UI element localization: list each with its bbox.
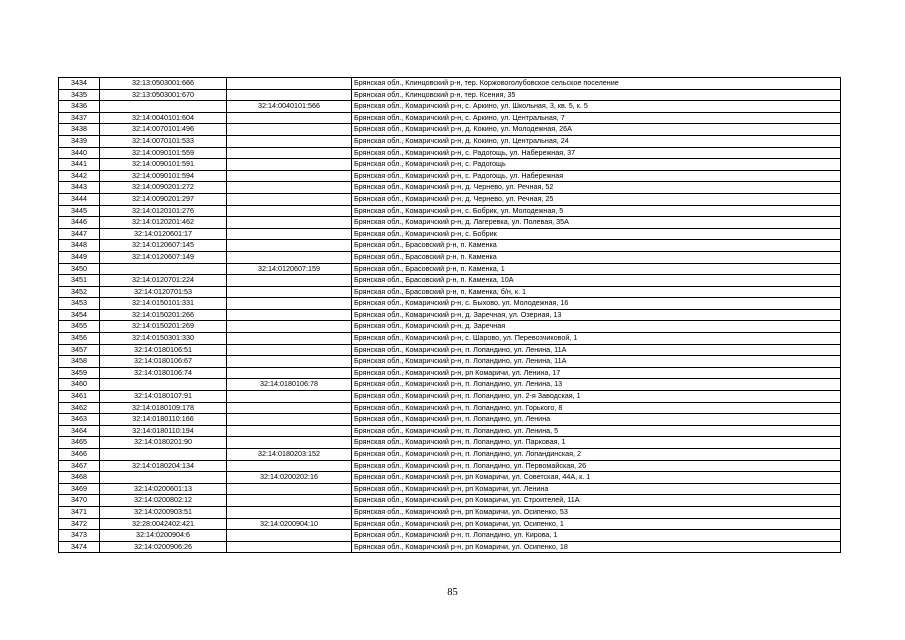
table-row <box>59 124 841 136</box>
previous-cadastral-number-cell <box>227 333 352 345</box>
table-row <box>59 263 841 275</box>
address-cell: Брянская обл., Комаричский р-н, с. Бобрик, ул. Молодежная, 5 <box>352 205 841 217</box>
cadastral-number-cell: 32:14:0120601:17 <box>100 228 227 240</box>
row-number-cell: 3434 <box>59 78 100 90</box>
address-cell: Брянская обл., Комаричский р-н, рп Комаричи, ул. Осипенко, 1 <box>352 518 841 530</box>
row-number-cell: 3470 <box>59 495 100 507</box>
previous-cadastral-number-cell <box>227 437 352 449</box>
row-number-cell: 3447 <box>59 228 100 240</box>
address-cell: Брянская обл., Комаричский р-н, п. Лопандино, ул. 2-я Заводская, 1 <box>352 391 841 403</box>
previous-cadastral-number-cell <box>227 182 352 194</box>
previous-cadastral-number-cell: 32:14:0120607:159 <box>227 263 352 275</box>
previous-cadastral-number-cell <box>227 251 352 263</box>
address-cell: Брянская обл., Комаричский р-н, рп Комаричи, ул. Ленина <box>352 483 841 495</box>
previous-cadastral-number-cell <box>227 541 352 553</box>
table-row <box>59 333 841 345</box>
row-number-cell: 3468 <box>59 472 100 484</box>
row-number-cell: 3450 <box>59 263 100 275</box>
cadastral-number-cell: 32:14:0180107:91 <box>100 391 227 403</box>
table-row <box>59 530 841 542</box>
table-row <box>59 228 841 240</box>
cadastral-number-cell: 32:14:0120607:145 <box>100 240 227 252</box>
previous-cadastral-number-cell <box>227 78 352 90</box>
cadastral-number-cell <box>100 472 227 484</box>
previous-cadastral-number-cell <box>227 240 352 252</box>
cadastral-number-cell <box>100 263 227 275</box>
cadastral-number-cell: 32:14:0070101:496 <box>100 124 227 136</box>
previous-cadastral-number-cell <box>227 135 352 147</box>
previous-cadastral-number-cell: 32:14:0040101:566 <box>227 101 352 113</box>
address-cell: Брянская обл., Комаричский р-н, с. Быхово, ул. Молодежная, 16 <box>352 298 841 310</box>
table-row <box>59 367 841 379</box>
previous-cadastral-number-cell <box>227 414 352 426</box>
table-row <box>59 147 841 159</box>
row-number-cell: 3443 <box>59 182 100 194</box>
cadastral-number-cell: 32:14:0180110:194 <box>100 425 227 437</box>
previous-cadastral-number-cell <box>227 170 352 182</box>
cadastral-number-cell: 32:14:0090201:297 <box>100 193 227 205</box>
previous-cadastral-number-cell <box>227 298 352 310</box>
table-row <box>59 182 841 194</box>
cadastral-number-cell: 32:14:0200802:12 <box>100 495 227 507</box>
previous-cadastral-number-cell <box>227 159 352 171</box>
address-cell: Брянская обл., Комаричский р-н, п. Лопандино, ул. Первомайская, 26 <box>352 460 841 472</box>
cadastral-number-cell: 32:14:0200903:51 <box>100 506 227 518</box>
row-number-cell: 3465 <box>59 437 100 449</box>
cadastral-number-cell: 32:14:0090101:591 <box>100 159 227 171</box>
row-number-cell: 3460 <box>59 379 100 391</box>
cadastral-number-cell: 32:14:0180201:90 <box>100 437 227 449</box>
previous-cadastral-number-cell <box>227 391 352 403</box>
row-number-cell: 3444 <box>59 193 100 205</box>
row-number-cell: 3454 <box>59 309 100 321</box>
table-row <box>59 414 841 426</box>
cadastral-number-cell: 32:14:0150101:331 <box>100 298 227 310</box>
table-row <box>59 251 841 263</box>
row-number-cell: 3469 <box>59 483 100 495</box>
table-row <box>59 298 841 310</box>
cadastral-number-cell: 32:13:0503001:670 <box>100 89 227 101</box>
cadastral-number-cell: 32:14:0070101:533 <box>100 135 227 147</box>
cadastral-number-cell <box>100 379 227 391</box>
row-number-cell: 3461 <box>59 391 100 403</box>
row-number-cell: 3451 <box>59 275 100 287</box>
address-cell: Брянская обл., Комаричский р-н, п. Лопандино, ул. Горького, 8 <box>352 402 841 414</box>
previous-cadastral-number-cell <box>227 217 352 229</box>
row-number-cell: 3441 <box>59 159 100 171</box>
table-row <box>59 89 841 101</box>
previous-cadastral-number-cell <box>227 228 352 240</box>
address-cell: Брянская обл., Брасовский р-н, п. Каменка <box>352 251 841 263</box>
address-cell: Брянская обл., Комаричский р-н, д. Кокино, ул. Центральная, 24 <box>352 135 841 147</box>
table-row <box>59 170 841 182</box>
row-number-cell: 3455 <box>59 321 100 333</box>
address-cell: Брянская обл., Комаричский р-н, с. Радогощь, ул. Набережная, 37 <box>352 147 841 159</box>
previous-cadastral-number-cell <box>227 89 352 101</box>
row-number-cell: 3474 <box>59 541 100 553</box>
row-number-cell: 3448 <box>59 240 100 252</box>
cadastral-number-cell: 32:14:0150201:266 <box>100 309 227 321</box>
row-number-cell: 3453 <box>59 298 100 310</box>
table-row <box>59 495 841 507</box>
table-row <box>59 460 841 472</box>
address-cell: Брянская обл., Комаричский р-н, рп Комаричи, ул. Ленина, 17 <box>352 367 841 379</box>
address-cell: Брянская обл., Комаричский р-н, рп Комаричи, ул. Строителей, 11А <box>352 495 841 507</box>
address-cell: Брянская обл., Клинцовский р-н, тер. Коржовоголубовское сельское поселение <box>352 78 841 90</box>
cadastral-number-cell <box>100 449 227 461</box>
row-number-cell: 3456 <box>59 333 100 345</box>
address-cell: Брянская обл., Комаричский р-н, п. Лопандино, ул. Кирова, 1 <box>352 530 841 542</box>
row-number-cell: 3449 <box>59 251 100 263</box>
address-cell: Брянская обл., Комаричский р-н, д. Лагеревка, ул. Полевая, 35А <box>352 217 841 229</box>
row-number-cell: 3464 <box>59 425 100 437</box>
table-row <box>59 78 841 90</box>
row-number-cell: 3446 <box>59 217 100 229</box>
cadastral-number-cell: 32:14:0120201:462 <box>100 217 227 229</box>
row-number-cell: 3445 <box>59 205 100 217</box>
address-cell: Брянская обл., Комаричский р-н, п. Лопандино, ул. Ленина, 5 <box>352 425 841 437</box>
address-cell: Брянская обл., Комаричский р-н, рп Комаричи, ул. Осипенко, 18 <box>352 541 841 553</box>
address-cell: Брянская обл., Комаричский р-н, п. Лопандино, ул. Лопандинская, 2 <box>352 449 841 461</box>
address-cell: Брянская обл., Комаричский р-н, д. Чернево, ул. Речная, 52 <box>352 182 841 194</box>
table-row <box>59 101 841 113</box>
table-row <box>59 472 841 484</box>
registry-table-body <box>59 78 841 553</box>
table-row <box>59 344 841 356</box>
table-row <box>59 483 841 495</box>
cadastral-number-cell: 32:14:0120701:53 <box>100 286 227 298</box>
address-cell: Брянская обл., Комаричский р-н, д. Чернево, ул. Речная, 25 <box>352 193 841 205</box>
row-number-cell: 3467 <box>59 460 100 472</box>
table-row <box>59 379 841 391</box>
address-cell: Брянская обл., Комаричский р-н, с. Шарово, ул. Перевозчиковой, 1 <box>352 333 841 345</box>
address-cell: Брянская обл., Брасовский р-н, п. Каменка <box>352 240 841 252</box>
previous-cadastral-number-cell <box>227 495 352 507</box>
address-cell: Брянская обл., Брасовский р-н, п. Каменка, б/н, к. 1 <box>352 286 841 298</box>
cadastral-number-cell <box>100 101 227 113</box>
table-row <box>59 449 841 461</box>
row-number-cell: 3437 <box>59 112 100 124</box>
row-number-cell: 3435 <box>59 89 100 101</box>
previous-cadastral-number-cell <box>227 367 352 379</box>
row-number-cell: 3473 <box>59 530 100 542</box>
table-row <box>59 309 841 321</box>
address-cell: Брянская обл., Комаричский р-н, с. Бобрик <box>352 228 841 240</box>
cadastral-number-cell: 32:14:0200904:6 <box>100 530 227 542</box>
address-cell: Брянская обл., Комаричский р-н, д. Заречная <box>352 321 841 333</box>
table-row <box>59 193 841 205</box>
address-cell: Брянская обл., Комаричский р-н, п. Лопандино, ул. Ленина, 11А <box>352 344 841 356</box>
previous-cadastral-number-cell <box>227 402 352 414</box>
row-number-cell: 3472 <box>59 518 100 530</box>
table-row <box>59 275 841 287</box>
table-row <box>59 541 841 553</box>
previous-cadastral-number-cell <box>227 124 352 136</box>
cadastral-number-cell: 32:14:0040101:604 <box>100 112 227 124</box>
table-row <box>59 518 841 530</box>
table-row <box>59 437 841 449</box>
previous-cadastral-number-cell: 32:14:0200904:10 <box>227 518 352 530</box>
cadastral-number-cell: 32:13:0503001:666 <box>100 78 227 90</box>
previous-cadastral-number-cell: 32:14:0200202:16 <box>227 472 352 484</box>
table-row <box>59 425 841 437</box>
address-cell: Брянская обл., Клинцовский р-н, тер. Ксения, 35 <box>352 89 841 101</box>
cadastral-number-cell: 32:14:0120101:276 <box>100 205 227 217</box>
address-cell: Брянская обл., Комаричский р-н, с. Радогощь, ул. Набережная <box>352 170 841 182</box>
address-cell: Брянская обл., Комаричский р-н, п. Лопандино, ул. Парковая, 1 <box>352 437 841 449</box>
row-number-cell: 3438 <box>59 124 100 136</box>
row-number-cell: 3442 <box>59 170 100 182</box>
table-row <box>59 159 841 171</box>
cadastral-number-cell: 32:14:0180106:67 <box>100 356 227 368</box>
table-row <box>59 356 841 368</box>
address-cell: Брянская обл., Комаричский р-н, п. Лопандино, ул. Ленина, 13 <box>352 379 841 391</box>
cadastral-number-cell: 32:14:0090101:594 <box>100 170 227 182</box>
row-number-cell: 3436 <box>59 101 100 113</box>
previous-cadastral-number-cell <box>227 112 352 124</box>
cadastral-number-cell: 32:14:0180110:166 <box>100 414 227 426</box>
previous-cadastral-number-cell <box>227 309 352 321</box>
table-row <box>59 286 841 298</box>
address-cell: Брянская обл., Комаричский р-н, п. Лопандино, ул. Ленина <box>352 414 841 426</box>
cadastral-number-cell: 32:14:0120607:149 <box>100 251 227 263</box>
address-cell: Брянская обл., Комаричский р-н, с. Радогощь <box>352 159 841 171</box>
previous-cadastral-number-cell <box>227 356 352 368</box>
address-cell: Брянская обл., Комаричский р-н, рп Комаричи, ул. Осипенко, 53 <box>352 506 841 518</box>
table-row <box>59 240 841 252</box>
previous-cadastral-number-cell <box>227 530 352 542</box>
previous-cadastral-number-cell <box>227 506 352 518</box>
previous-cadastral-number-cell <box>227 147 352 159</box>
cadastral-number-cell: 32:28:0042402:421 <box>100 518 227 530</box>
cadastral-number-cell: 32:14:0150201:269 <box>100 321 227 333</box>
address-cell: Брянская обл., Комаричский р-н, д. Кокино, ул. Молодежная, 26А <box>352 124 841 136</box>
cadastral-number-cell: 32:14:0180106:51 <box>100 344 227 356</box>
table-row <box>59 205 841 217</box>
previous-cadastral-number-cell: 32:14:0180106:78 <box>227 379 352 391</box>
previous-cadastral-number-cell <box>227 460 352 472</box>
row-number-cell: 3440 <box>59 147 100 159</box>
table-row <box>59 506 841 518</box>
table-row <box>59 135 841 147</box>
row-number-cell: 3471 <box>59 506 100 518</box>
cadastral-number-cell: 32:14:0200601:13 <box>100 483 227 495</box>
address-cell: Брянская обл., Брасовский р-н, п. Каменка, 1 <box>352 263 841 275</box>
address-cell: Брянская обл., Комаричский р-н, п. Лопандино, ул. Ленина, 11А <box>352 356 841 368</box>
previous-cadastral-number-cell <box>227 205 352 217</box>
row-number-cell: 3459 <box>59 367 100 379</box>
table-row <box>59 112 841 124</box>
address-cell: Брянская обл., Комаричский р-н, д. Заречная, ул. Озерная, 13 <box>352 309 841 321</box>
row-number-cell: 3466 <box>59 449 100 461</box>
row-number-cell: 3458 <box>59 356 100 368</box>
previous-cadastral-number-cell <box>227 286 352 298</box>
address-cell: Брянская обл., Комаричский р-н, с. Аркино, ул. Центральная, 7 <box>352 112 841 124</box>
address-cell: Брянская обл., Комаричский р-н, с. Аркино, ул. Школьная, 3, кв. 5, к. 5 <box>352 101 841 113</box>
previous-cadastral-number-cell <box>227 425 352 437</box>
cadastral-number-cell: 32:14:0090201:272 <box>100 182 227 194</box>
cadastral-number-cell: 32:14:0150301:330 <box>100 333 227 345</box>
previous-cadastral-number-cell <box>227 321 352 333</box>
cadastral-number-cell: 32:14:0120701:224 <box>100 275 227 287</box>
row-number-cell: 3457 <box>59 344 100 356</box>
cadastral-number-cell: 32:14:0180204:134 <box>100 460 227 472</box>
table-row <box>59 321 841 333</box>
previous-cadastral-number-cell <box>227 483 352 495</box>
row-number-cell: 3462 <box>59 402 100 414</box>
page-number: 85 <box>447 587 458 598</box>
row-number-cell: 3439 <box>59 135 100 147</box>
previous-cadastral-number-cell <box>227 344 352 356</box>
table-row <box>59 391 841 403</box>
table-row <box>59 217 841 229</box>
previous-cadastral-number-cell <box>227 193 352 205</box>
address-cell: Брянская обл., Комаричский р-н, рп Комаричи, ул. Советская, 44А, к. 1 <box>352 472 841 484</box>
row-number-cell: 3452 <box>59 286 100 298</box>
cadastral-number-cell: 32:14:0180109:178 <box>100 402 227 414</box>
previous-cadastral-number-cell <box>227 275 352 287</box>
previous-cadastral-number-cell: 32:14:0180203:152 <box>227 449 352 461</box>
registry-table <box>58 77 841 553</box>
address-cell: Брянская обл., Брасовский р-н, п. Каменка, 10А <box>352 275 841 287</box>
cadastral-number-cell: 32:14:0180106:74 <box>100 367 227 379</box>
cadastral-number-cell: 32:14:0200906:26 <box>100 541 227 553</box>
row-number-cell: 3463 <box>59 414 100 426</box>
table-row <box>59 402 841 414</box>
cadastral-number-cell: 32:14:0090101:559 <box>100 147 227 159</box>
